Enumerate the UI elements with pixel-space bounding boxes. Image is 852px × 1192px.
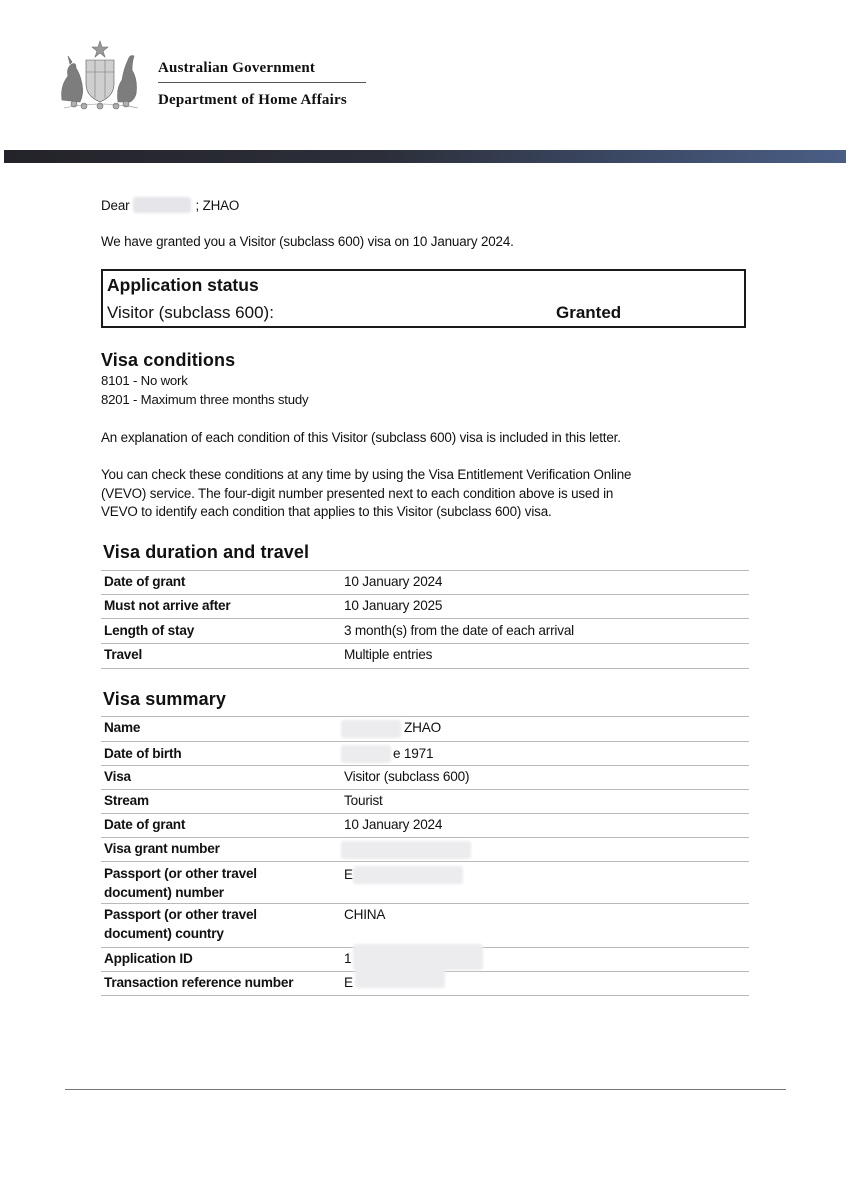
department-name: Department of Home Affairs bbox=[158, 92, 347, 108]
table-row bbox=[101, 742, 749, 766]
conditions-explanation: An explanation of each condition of this Visitor (subclass 600) visa is included in this letter. bbox=[101, 430, 621, 445]
row-key: Travel bbox=[104, 647, 143, 662]
condition-item: 8201 - Maximum three months study bbox=[101, 392, 309, 407]
redacted-given-name bbox=[133, 197, 191, 213]
redacted-value bbox=[341, 745, 391, 763]
header-banner bbox=[4, 150, 846, 163]
row-key: Date of birth bbox=[104, 746, 182, 761]
row-value: Tourist bbox=[344, 793, 383, 808]
row-value: e 1971 bbox=[393, 746, 434, 761]
row-value: 10 January 2024 bbox=[344, 574, 443, 589]
redacted-value bbox=[341, 720, 401, 738]
header-divider bbox=[158, 82, 366, 83]
table-row bbox=[101, 862, 749, 904]
row-value: E bbox=[344, 975, 353, 990]
table-row bbox=[101, 595, 749, 619]
row-key: Date of grant bbox=[104, 574, 186, 589]
status-title: Application status bbox=[107, 275, 259, 295]
row-key: Passport (or other travel document) country bbox=[104, 907, 257, 941]
status-value: Granted bbox=[556, 303, 622, 322]
row-key: Visa grant number bbox=[104, 841, 220, 856]
redacted-value bbox=[353, 866, 463, 884]
table-row bbox=[101, 717, 749, 742]
duration-heading: Visa duration and travel bbox=[103, 542, 310, 562]
government-name: Australian Government bbox=[158, 60, 316, 76]
duration-table bbox=[101, 570, 749, 669]
row-key: Must not arrive after bbox=[104, 598, 231, 613]
row-key: Transaction reference number bbox=[104, 975, 294, 990]
row-key: Length of stay bbox=[104, 623, 195, 638]
row-value: 3 month(s) from the date of each arrival bbox=[344, 623, 574, 638]
intro-text: We have granted you a Visitor (subclass 600) visa on 10 January 2024. bbox=[101, 234, 514, 249]
row-key: Date of grant bbox=[104, 817, 186, 832]
row-key: Visa bbox=[104, 769, 131, 784]
row-key: Passport (or other travel document) number bbox=[104, 866, 257, 900]
row-value: CHINA bbox=[344, 907, 386, 922]
row-value: ZHAO bbox=[404, 720, 441, 735]
vevo-line: (VEVO) service. The four-digit number presented next to each condition above is used in bbox=[101, 486, 614, 501]
redacted-value bbox=[355, 966, 445, 988]
greeting-surname: ; ZHAO bbox=[195, 198, 240, 213]
summary-heading: Visa summary bbox=[103, 689, 226, 709]
greeting-prefix: Dear bbox=[101, 198, 130, 213]
row-key: Name bbox=[104, 720, 141, 735]
row-value: 10 January 2024 bbox=[344, 817, 443, 832]
row-key: Stream bbox=[104, 793, 149, 808]
redacted-value bbox=[341, 841, 471, 859]
row-value: E bbox=[344, 867, 353, 882]
table-row bbox=[101, 904, 749, 948]
conditions-heading: Visa conditions bbox=[101, 350, 236, 370]
table-row bbox=[101, 814, 749, 838]
condition-item: 8101 - No work bbox=[101, 373, 188, 388]
table-row bbox=[101, 972, 749, 996]
row-value: Visitor (subclass 600) bbox=[344, 769, 470, 784]
row-key: Application ID bbox=[104, 951, 193, 966]
table-row bbox=[101, 766, 749, 790]
row-value: Multiple entries bbox=[344, 647, 433, 662]
table-row bbox=[101, 644, 749, 669]
greeting bbox=[101, 197, 239, 215]
table-row bbox=[101, 838, 749, 862]
application-status-box bbox=[101, 269, 746, 328]
table-row bbox=[101, 619, 749, 644]
footer-divider bbox=[65, 1089, 786, 1090]
coat-of-arms-icon bbox=[52, 38, 148, 112]
summary-table bbox=[101, 716, 749, 996]
vevo-line: You can check these conditions at any time by using the Visa Entitlement Verification Online bbox=[101, 467, 632, 482]
table-row bbox=[101, 790, 749, 814]
table-row bbox=[101, 571, 749, 595]
status-label: Visitor (subclass 600): bbox=[107, 303, 274, 322]
row-value: 1 bbox=[344, 951, 352, 966]
vevo-line: VEVO to identify each condition that applies to this Visitor (subclass 600) visa. bbox=[101, 504, 552, 519]
row-value: 10 January 2025 bbox=[344, 598, 443, 613]
